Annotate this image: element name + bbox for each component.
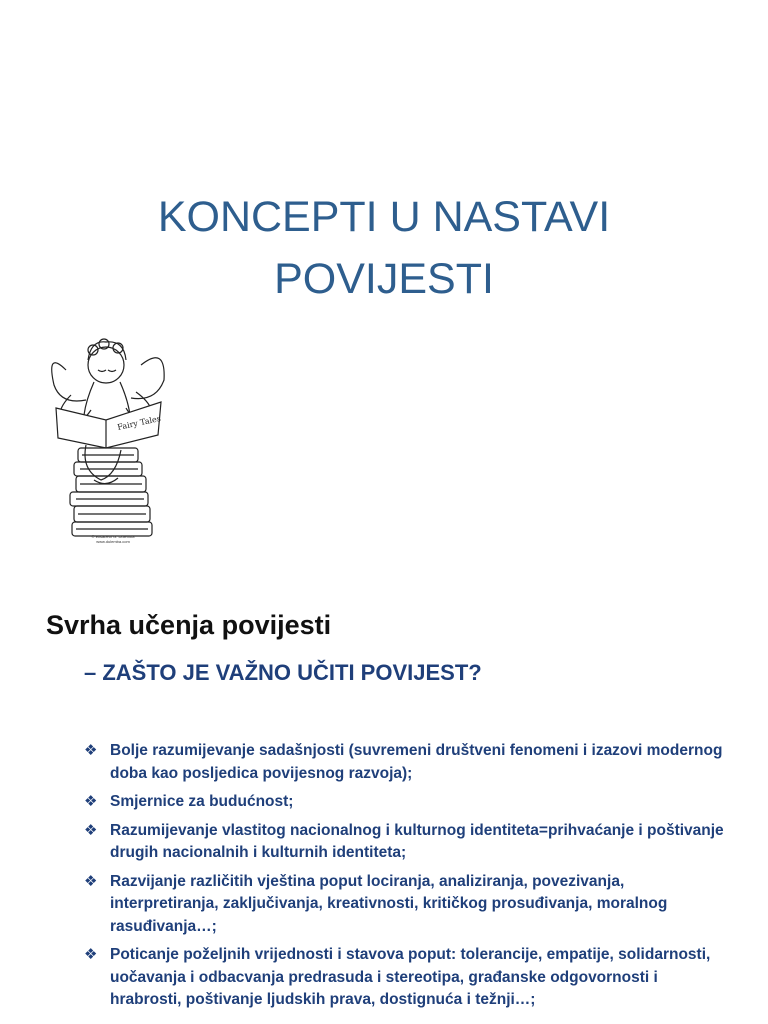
diamond-bullet-icon: ❖ [84, 821, 98, 839]
list-item: ❖ Razvijanje različitih vještina poput lociranja, analiziranja, povezivanja, interpretiranja, zaključivanja, kreativnosti, kritičkog prosuđivanja, moralnog rasuđivanja…; [84, 872, 668, 935]
book-cover-text: Fairy Tales [116, 413, 162, 432]
diamond-bullet-icon: ❖ [84, 946, 98, 963]
section-subheading: – ZAŠTO JE VAŽNO UČITI POVIJEST? [84, 660, 482, 685]
list-item: ❖ Bolje razumijevanje sadašnjosti (suvremeni društveni fenomeni i izazovi modernog doba kao posljedica povijesnog razvoja); [84, 742, 723, 782]
list-item: ❖ Razumijevanje vlastitog nacionalnog i kulturnog identiteta=prihvaćanje i poštivanje drugih nacionalnih i kulturnih identiteta; [84, 821, 724, 861]
title-line-1: KONCEPTI U NASTAVI [157, 193, 611, 241]
illustration-copyright: © Elisabeth G. Dulemba www.dulemba.com [91, 534, 135, 544]
fairy-reading-book-icon [46, 330, 171, 555]
title-line-2: POVIJESTI [274, 255, 494, 303]
list-item: ❖ Poticanje poželjnih vrijednosti i stavova poput: tolerancije, empatije, solidarnosti, uočavanja i odbacvanja predrasuda i stereotipa, građanske odgovornosti i hrabrosti, poštivanje ljudskih prava, dostignuća i težnji…; [84, 946, 711, 1008]
diamond-bullet-icon: ❖ [84, 742, 98, 759]
section-heading: Svrha učenja povijesti [46, 610, 332, 640]
diamond-bullet-icon: ❖ [84, 872, 98, 890]
page-title [0, 186, 768, 310]
purpose-bullet-list [84, 740, 724, 1018]
diamond-bullet-icon: ❖ [84, 793, 98, 810]
list-item: ❖ Smjernice za budućnost; [84, 791, 724, 814]
